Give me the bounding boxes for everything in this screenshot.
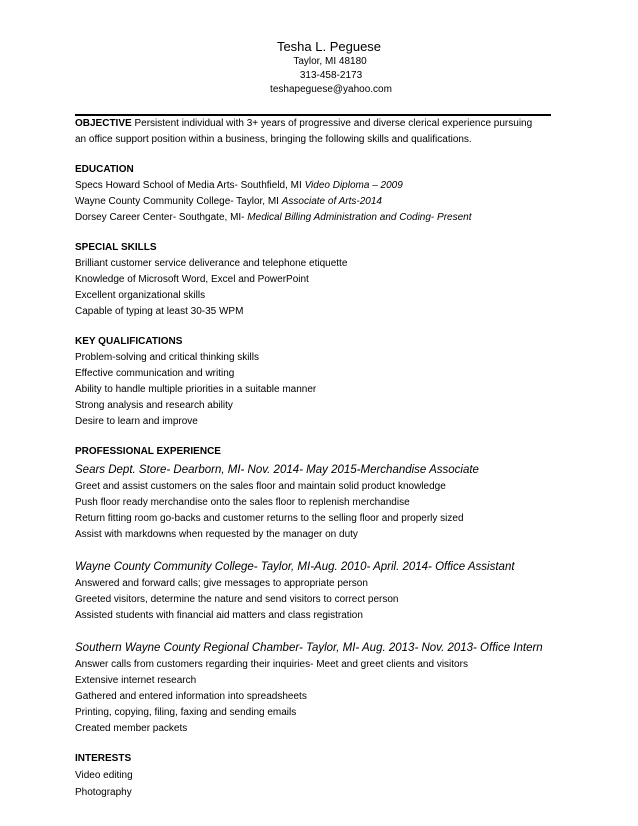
list-item: Effective communication and writing xyxy=(75,368,235,379)
job-duty: Assist with markdowns when requested by the manager on duty xyxy=(75,529,358,540)
key-qualifications-title: KEY QUALIFICATIONS xyxy=(75,336,183,347)
list-item: Strong analysis and research ability xyxy=(75,400,233,411)
candidate-name: Tesha L. Peguese xyxy=(276,39,382,54)
list-item: Capable of typing at least 30-35 WPM xyxy=(75,306,244,317)
interests-title: INTERESTS xyxy=(75,753,132,764)
job-duty: Assisted students with financial aid matters and class registration xyxy=(75,610,363,621)
list-item: Dorsey Career Center- Southgate, MI- Medical Billing Administration and Coding- Present xyxy=(75,212,472,223)
job-duty: Answer calls from customers regarding their inquiries- Meet and greet clients and visitors xyxy=(75,659,468,670)
job-title: Southern Wayne County Regional Chamber- Taylor, MI- Aug. 2013- Nov. 2013- Office Intern xyxy=(75,642,543,654)
job-duty: Gathered and entered information into spreadsheets xyxy=(75,691,307,702)
list-item: Excellent organizational skills xyxy=(75,290,206,301)
resume-body xyxy=(75,116,565,801)
objective-section xyxy=(75,116,565,148)
job-duty: Created member packets xyxy=(75,723,188,734)
education-title: EDUCATION xyxy=(75,164,134,175)
address: Taylor, MI 48180 xyxy=(293,56,367,67)
job-entry xyxy=(75,462,565,543)
list-item: Desire to learn and improve xyxy=(75,416,198,427)
job-title: Sears Dept. Store- Dearborn, MI- Nov. 2014- May 2015-Merchandise Associate xyxy=(75,464,479,476)
job-duty: Return fitting room go-backs and customer returns to the selling floor and properly sized xyxy=(75,513,464,524)
interests-list xyxy=(75,767,565,801)
list-item: Ability to handle multiple priorities in a suitable manner xyxy=(75,384,317,395)
key-qualifications-list xyxy=(75,350,565,430)
special-skills-list xyxy=(75,256,565,320)
job-duty: Greeted visitors, determine the nature and send visitors to correct person xyxy=(75,594,399,605)
list-item: Brilliant customer service deliverance and telephone etiquette xyxy=(75,258,348,269)
list-item: Problem-solving and critical thinking skills xyxy=(75,352,259,363)
job-title: Wayne County Community College- Taylor, MI-Aug. 2010- April. 2014- Office Assistant xyxy=(75,561,515,573)
job-duty: Extensive internet research xyxy=(75,675,197,686)
job-entry xyxy=(75,640,565,737)
education-list xyxy=(75,178,565,226)
job-duty: Answered and forward calls; give messages to appropriate person xyxy=(75,578,368,589)
objective-text-line1: Persistent individual with 3+ years of progressive and diverse clerical experience pursuing xyxy=(131,118,533,129)
list-item: Specs Howard School of Media Arts- Southfield, MI Video Diploma – 2009 xyxy=(75,180,403,191)
phone: 313-458-2173 xyxy=(299,70,363,81)
experience-title: PROFESSIONAL EXPERIENCE xyxy=(75,446,221,457)
list-item: Knowledge of Microsoft Word, Excel and PowerPoint xyxy=(75,274,309,285)
resume-header xyxy=(0,38,638,97)
special-skills-title: SPECIAL SKILLS xyxy=(75,242,157,253)
list-item: Wayne County Community College- Taylor, MI Associate of Arts-2014 xyxy=(75,196,382,207)
list-item: Photography xyxy=(75,787,132,798)
list-item: Video editing xyxy=(75,770,133,781)
job-duty: Push floor ready merchandise onto the sales floor to replenish merchandise xyxy=(75,497,410,508)
job-duty: Printing, copying, filing, faxing and sending emails xyxy=(75,707,297,718)
email: teshapeguese@yahoo.com xyxy=(270,84,392,95)
objective-title: OBJECTIVE xyxy=(75,118,132,129)
contact-info xyxy=(0,55,638,97)
job-duty: Greet and assist customers on the sales floor and maintain solid product knowledge xyxy=(75,481,446,492)
objective-text-line2: an office support position within a business, bringing the following skills and qualifications. xyxy=(75,134,472,145)
job-entry xyxy=(75,559,565,624)
